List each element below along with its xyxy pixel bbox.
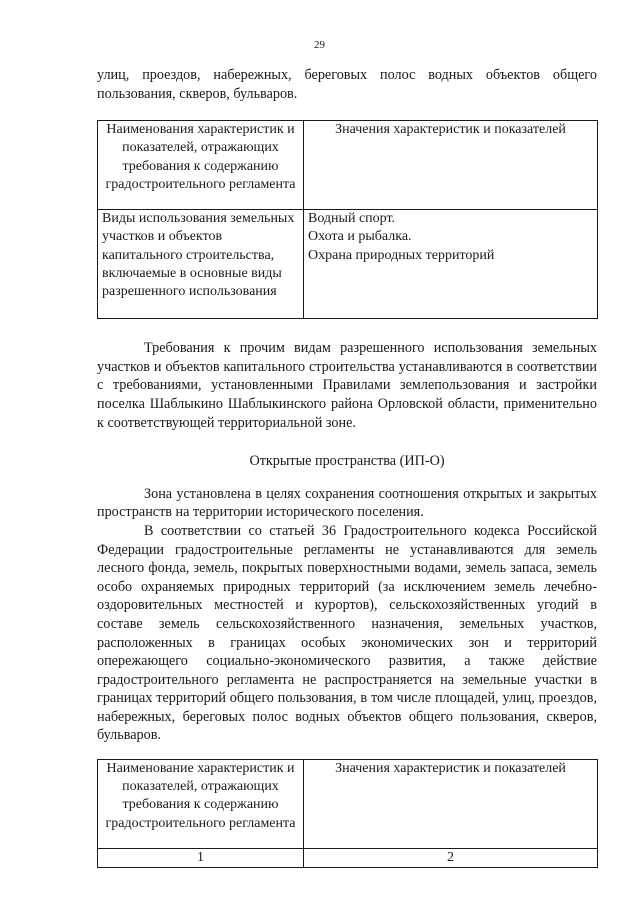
table-header-row [98,760,598,849]
list-item: Охрана природных территорий [308,247,495,263]
cell-use-types: Виды использования земельных участков и объектов капитального строительства, включаемые в основные виды разрешенного использования [98,210,304,319]
table-row [98,210,598,319]
header-cell-characteristics: Наименование характеристик и показателей, отражающих требования к содержанию градостроительного регламента [98,760,304,849]
table-row [98,849,598,868]
document-body [97,66,597,868]
page-number: 29 [314,39,325,51]
paragraph-top: улиц, проездов, набережных, береговых полос водных объектов общего пользования, скверов, бульваров. [97,67,597,102]
header-cell-values: Значения характеристик и показателей [304,760,598,849]
column-number-cell: 1 [98,849,304,868]
cell-use-values [304,210,598,319]
header-cell-characteristics: Наименования характеристик и показателей, отражающих требования к содержанию градостроительного регламента [98,121,304,210]
paragraph-zone: Зона установлена в целях сохранения соотношения открытых и закрытых пространств на территории исторического поселения. [97,485,597,521]
table-characteristics [97,759,598,868]
paragraph-article-36: В соответствии со статьей 36 Градостроительного кодекса Российской Федерации градостроительные регламенты не устанавливаются для земель лесного фонда, земель, покрытых поверхностными водами, земель запаса, земель особо охраняемых природных территорий (за исключением земель лечебно-оздоровительных местностей и курортов), сельскохозяйственных угодий в составе земель сельскохозяйственного назначения, земельных участков, расположенных в границах особых экономических зон и территорий опережающего социально-экономического развития, а также действие градостроительного регламента не распространяется на земельные участки в границах территорий общего пользования, в том числе площадей, улиц, проездов, набережных, береговых полос водных объектов общего пользования, скверов, бульваров. [97,522,597,744]
table-permitted-uses [97,120,598,319]
list-item: Водный спорт. [308,211,396,227]
table-header-row [98,121,598,210]
section-title: Открытые пространства (ИП-О) [249,453,445,470]
header-cell-values: Значения характеристик и показателей [304,121,598,210]
column-number-cell: 2 [304,849,598,868]
list-item: Охота и рыбалка. [308,229,412,245]
paragraph-requirements: Требования к прочим видам разрешенного использования земельных участков и объектов капитального строительства устанавливаются в соответствии с требованиями, установленными Правилами землепользования и застройки поселка Шаблыкино Шаблыкинского района Орловской области, применительно к соответствующей территориальной зоне. [97,340,597,431]
